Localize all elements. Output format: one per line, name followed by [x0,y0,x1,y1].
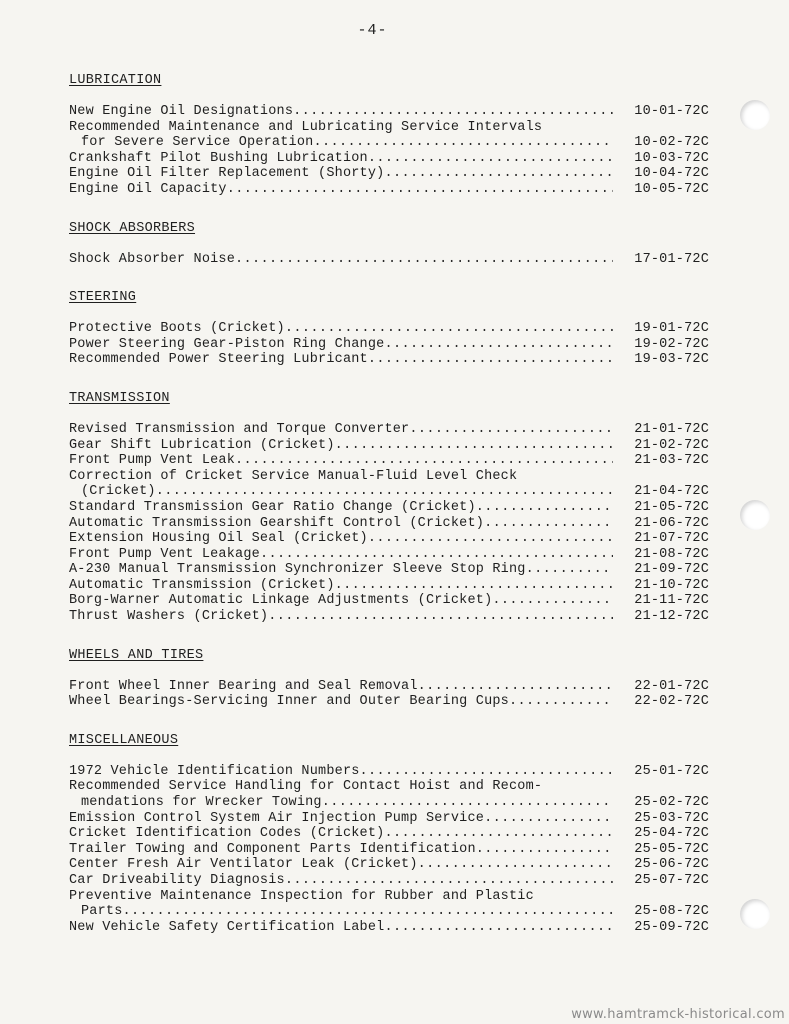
toc-entry [69,104,709,120]
entry-title: New Engine Oil Designations [69,104,294,119]
dot-leader [418,857,613,873]
dot-leader [368,531,613,547]
toc-entry [69,337,709,353]
dot-leader [484,516,613,532]
bulletin-code: 25-09-72C [634,919,709,935]
dot-leader [384,166,613,182]
dot-leader [123,904,613,920]
dot-leader [235,453,613,469]
entry-title: A-230 Manual Transmission Synchronizer Sleeve Stop Ring [69,562,526,578]
entry-title: Cricket Identification Codes (Cricket) [69,826,385,842]
toc-section [69,289,709,368]
bulletin-code: 21-07-72C [634,531,709,547]
entry-title: Car Driveability Diagnosis [69,873,285,888]
bulletin-code: 19-02-72C [634,336,709,352]
dot-leader [418,679,613,695]
bulletin-code: 25-05-72C [634,841,709,857]
bulletin-code: 21-03-72C [634,453,709,469]
toc-entry [69,562,709,578]
entry-title: mendations for Wrecker Towing [81,795,322,811]
bulletin-code: 10-05-72C [634,181,709,197]
toc-entry [69,352,709,368]
dot-leader [156,484,613,500]
entry-title: Gear Shift Lubrication (Cricket) [69,437,335,453]
entry-title: Front Wheel Inner Bearing and Seal Removal [69,678,418,694]
entry-title: Shock Absorber Noise [69,251,236,267]
entry-title: Wheel Bearings-Servicing Inner and Outer Bearing Cups [69,694,509,710]
dot-leader [492,593,613,609]
entry-title: Revised Transmission and Torque Converter [69,421,410,437]
toc-entry [69,547,709,563]
dot-leader [476,500,613,516]
entry-title: Thrust Washers (Cricket) [69,609,269,625]
dot-leader [526,562,613,578]
bulletin-code: 25-02-72C [634,795,709,811]
entry-title: Parts [81,904,123,920]
entry-title: Front Pump Vent Leakage [69,546,260,562]
toc-section [69,647,709,710]
section-title: STEERING [69,290,137,306]
dot-leader [285,873,613,889]
dot-leader [368,151,613,167]
dot-leader [509,694,613,710]
entry-title: Borg-Warner Automatic Linkage Adjustments (Cricket) [69,593,493,609]
entry-title: Extension Housing Oil Seal (Cricket) [69,531,368,547]
dot-leader [384,337,613,353]
entry-title: Engine Oil Filter Replacement (Shorty) [69,166,385,182]
toc-section [69,220,709,268]
entry-title: Protective Boots (Cricket) [69,321,285,337]
binder-hole-bottom [740,899,770,929]
toc-entry [69,889,709,920]
entry-title: Correction of Cricket Service Manual-Fluid Level Check [69,468,518,484]
dot-leader [484,811,613,827]
dot-leader [368,352,613,368]
toc-entry [69,826,709,842]
entry-title: Center Fresh Air Ventilator Leak (Cricket) [69,857,418,873]
toc-entry [69,764,709,780]
toc-entry [69,120,709,151]
bulletin-code: 21-04-72C [634,484,709,500]
toc-entry [69,593,709,609]
table-of-contents [69,72,709,957]
bulletin-code: 25-01-72C [634,763,709,779]
entry-title: Engine Oil Capacity [69,181,227,197]
entry-title: for Severe Service Operation [81,135,314,151]
dot-leader [384,826,613,842]
section-title: SHOCK ABSORBERS [69,220,196,236]
entry-title: Recommended Maintenance and Lubricating Service Intervals [69,119,543,135]
toc-entry [69,469,709,500]
bulletin-code: 19-01-72C [634,321,709,337]
toc-entry [69,182,709,198]
bulletin-code: 25-08-72C [634,904,709,920]
entry-title: Trailer Towing and Component Parts Identification [69,841,476,857]
dot-leader [227,182,613,198]
bulletin-code: 21-06-72C [634,515,709,531]
toc-entry [69,531,709,547]
toc-entry [69,609,709,625]
dot-leader [335,438,613,454]
entry-title: New Vehicle Safety Certification Label [69,919,385,935]
toc-section [69,72,709,198]
dot-leader [384,920,613,936]
section-title: LUBRICATION [69,73,162,88]
bulletin-code: 10-01-72C [634,104,709,119]
bulletin-code: 21-09-72C [634,562,709,578]
bulletin-code: 21-08-72C [634,546,709,562]
toc-entry [69,679,709,695]
entry-title: (Cricket) [81,484,156,500]
bulletin-code: 21-02-72C [634,437,709,453]
entry-title: Crankshaft Pilot Bushing Lubrication [69,150,368,166]
toc-entry [69,500,709,516]
toc-entry [69,252,709,268]
dot-leader [409,422,613,438]
bulletin-code: 21-01-72C [634,421,709,437]
bulletin-code: 25-03-72C [634,810,709,826]
toc-entry [69,842,709,858]
entry-title: 1972 Vehicle Identification Numbers [69,763,360,779]
toc-entry [69,321,709,337]
bulletin-code: 25-07-72C [634,873,709,888]
toc-entry [69,857,709,873]
page-number: -4- [357,22,388,39]
dot-leader [260,547,613,563]
entry-title: Automatic Transmission (Cricket) [69,577,335,593]
toc-entry [69,811,709,827]
toc-entry [69,438,709,454]
entry-title: Standard Transmission Gear Ratio Change (Cricket) [69,499,476,515]
dot-leader [285,321,613,337]
toc-entry [69,166,709,182]
binder-hole-middle [740,500,770,530]
dot-leader [313,135,613,151]
bulletin-code: 22-02-72C [634,694,709,710]
toc-section [69,390,709,625]
toc-entry [69,578,709,594]
toc-entry [69,422,709,438]
bulletin-code: 17-01-72C [634,251,709,267]
dot-leader [235,252,613,268]
dot-leader [322,795,613,811]
watermark: www.hamtramck-historical.com [571,1007,785,1022]
entry-title: Preventive Maintenance Inspection for Rubber and Plastic [69,888,534,904]
toc-entry [69,516,709,532]
toc-section [69,732,709,936]
entry-title: Power Steering Gear-Piston Ring Change [69,336,385,352]
entry-title: Emission Control System Air Injection Pump Service [69,810,485,826]
toc-entry [69,453,709,469]
bulletin-code: 21-05-72C [634,499,709,515]
bulletin-code: 10-04-72C [634,166,709,182]
entry-title: Recommended Service Handling for Contact Hoist and Recom- [69,779,543,795]
bulletin-code: 10-03-72C [634,150,709,166]
bulletin-code: 21-12-72C [634,609,709,625]
entry-title: Automatic Transmission Gearshift Control (Cricket) [69,515,485,531]
bulletin-code: 25-06-72C [634,857,709,873]
dot-leader [335,578,613,594]
bulletin-code: 21-11-72C [634,593,709,609]
section-title: TRANSMISSION [69,390,170,406]
section-title: WHEELS AND TIRES [69,647,204,663]
entry-title: Front Pump Vent Leak [69,453,236,469]
bulletin-code: 10-02-72C [634,135,709,151]
binder-hole-top [740,100,770,130]
bulletin-code: 25-04-72C [634,826,709,842]
dot-leader [268,609,613,625]
dot-leader [360,764,613,780]
toc-entry [69,694,709,710]
toc-entry [69,873,709,889]
bulletin-code: 19-03-72C [634,352,709,368]
bulletin-code: 22-01-72C [634,678,709,694]
bulletin-code: 21-10-72C [634,577,709,593]
dot-leader [293,104,613,120]
toc-entry [69,920,709,936]
section-title: MISCELLANEOUS [69,732,179,748]
dot-leader [476,842,613,858]
toc-entry [69,779,709,810]
toc-entry [69,151,709,167]
entry-title: Recommended Power Steering Lubricant [69,352,368,368]
